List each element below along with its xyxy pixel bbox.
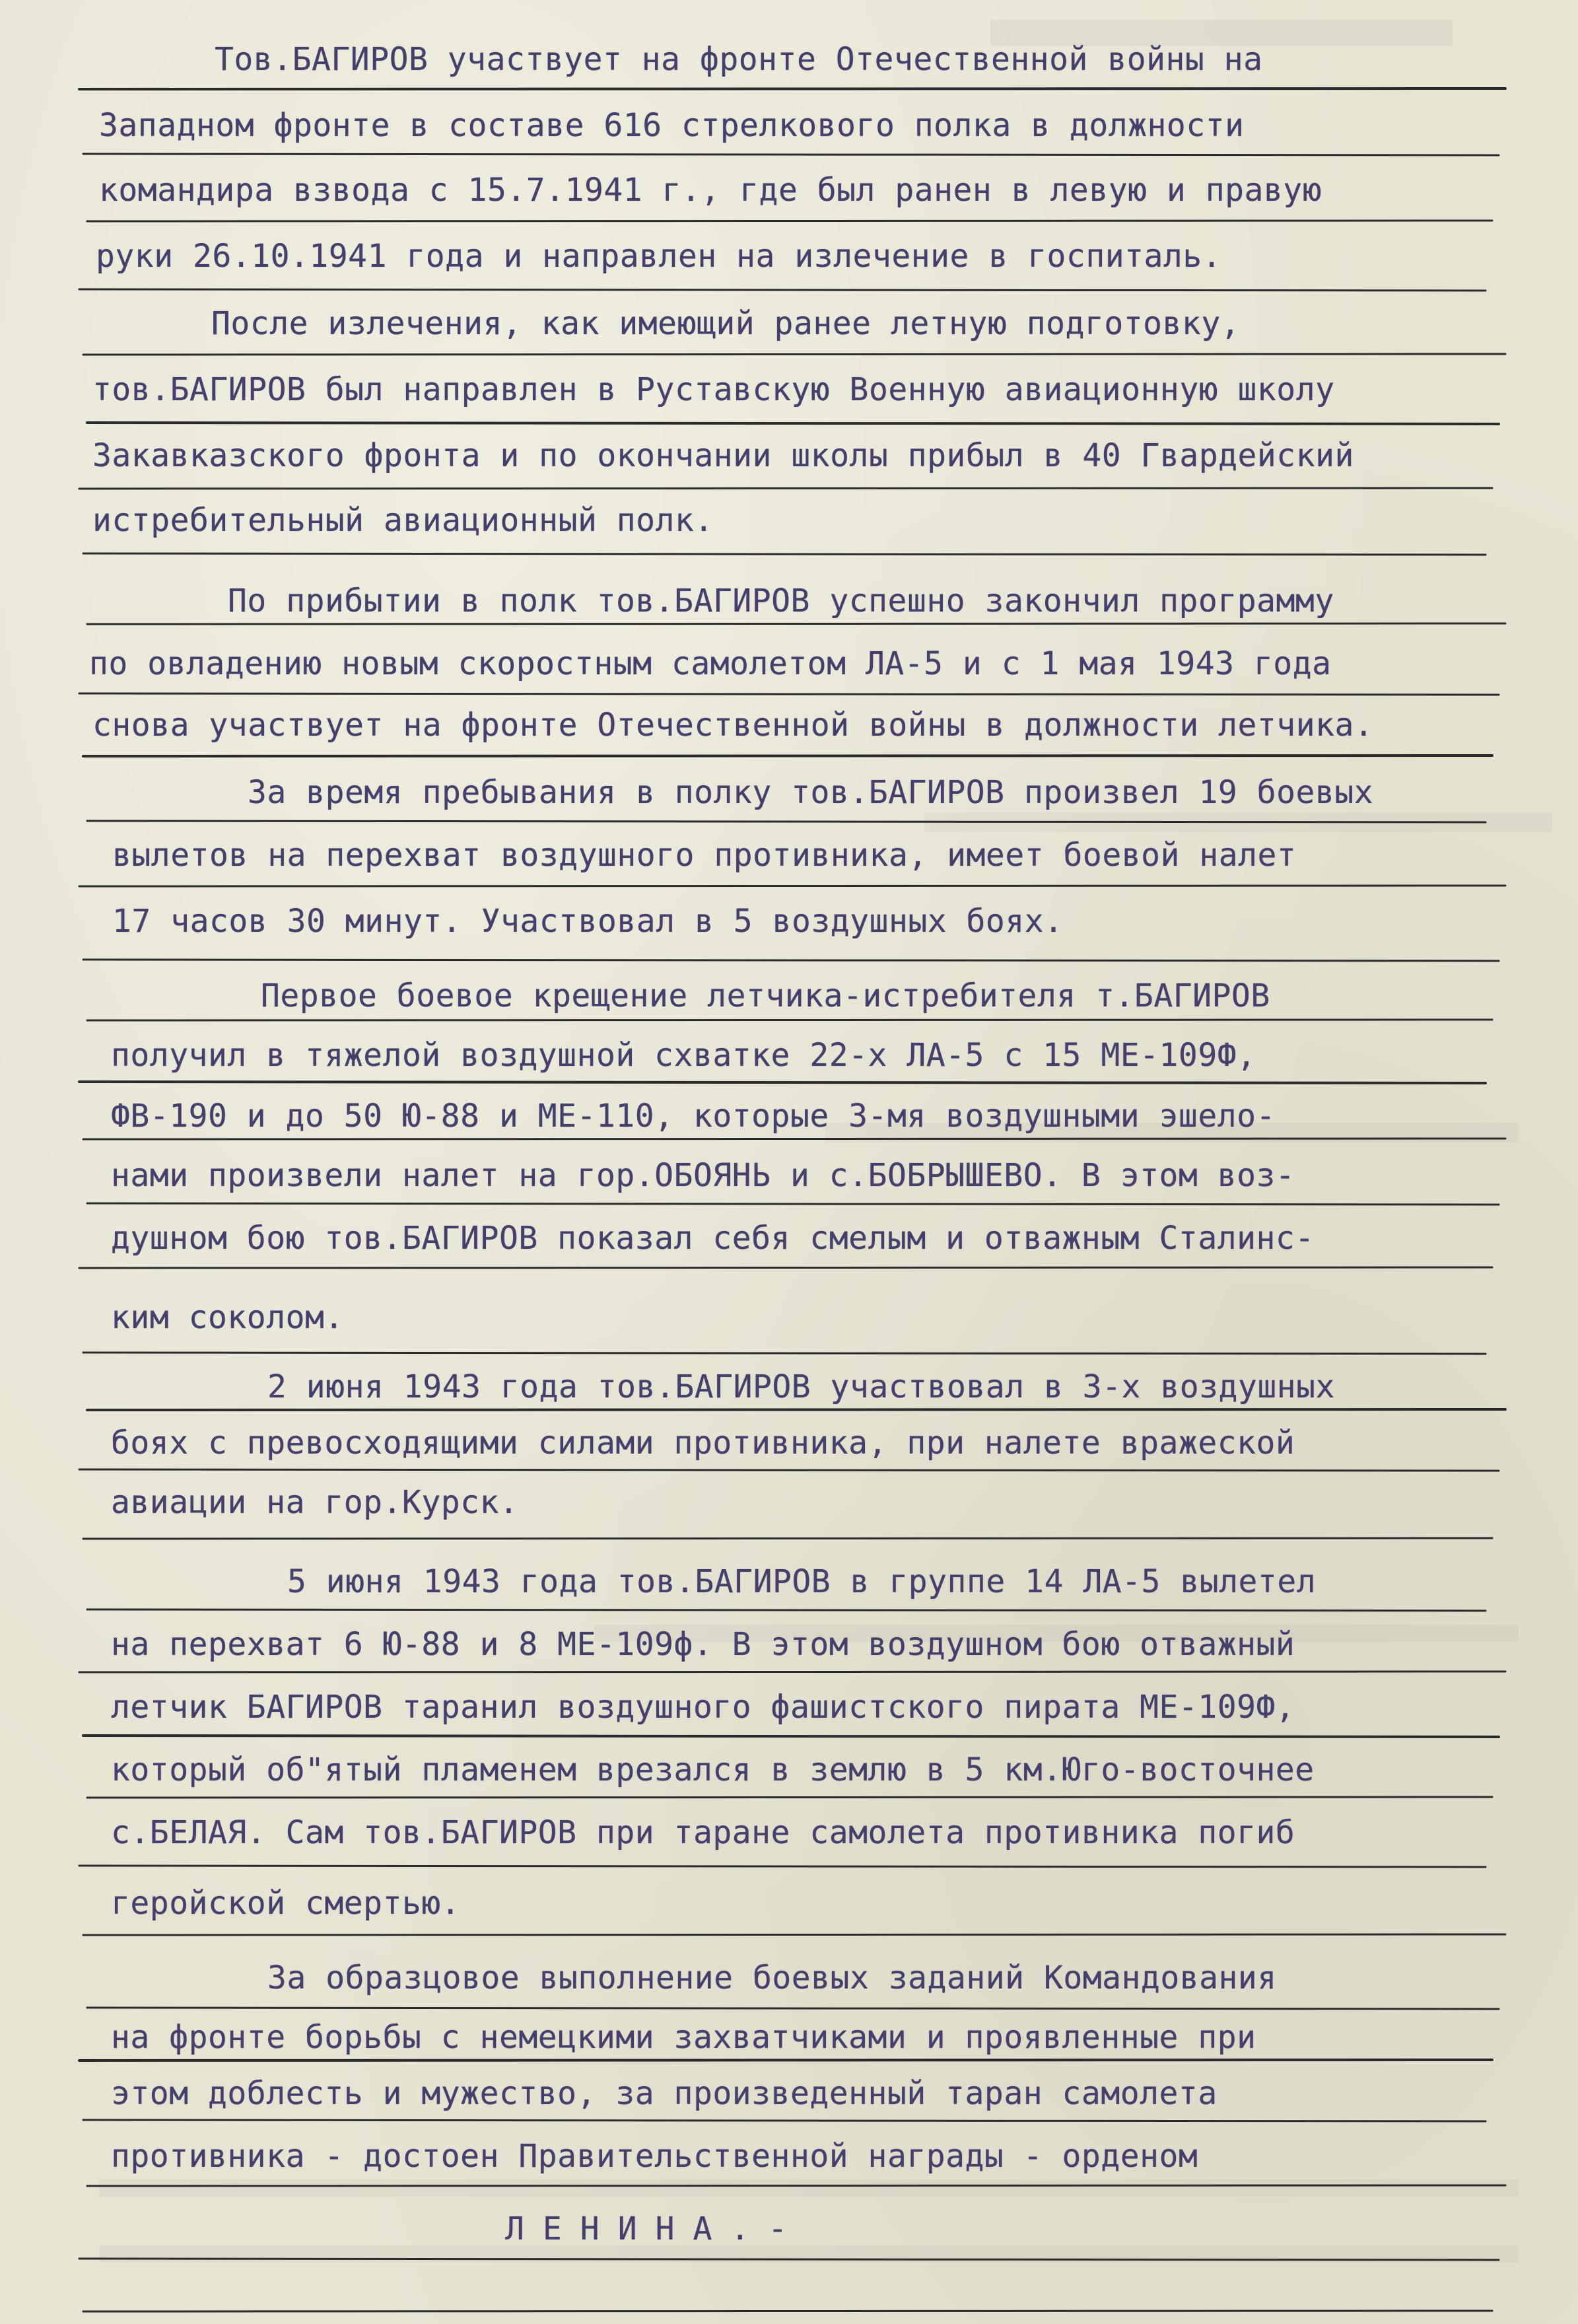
text-line: нами произвели налет на гор.ОБОЯНЬ и с.БОБРЫШЕВО. В этом воз- — [111, 1157, 1295, 1194]
text-line: ЛЕНИНА.- — [505, 2210, 806, 2247]
text-line: душном бою тов.БАГИРОВ показал себя смелым и отважным Сталинс- — [111, 1220, 1315, 1257]
ruled-line — [83, 1736, 1499, 1737]
text-line: командира взвода с 15.7.1941 г., где был ранен в левую и правую — [99, 172, 1322, 209]
ruled-line — [83, 553, 1486, 555]
ruled-line — [79, 289, 1486, 291]
ruled-line — [83, 960, 1499, 961]
text-line: вылетов на перехват воздушного противника, имеет боевой налет — [112, 837, 1297, 874]
text-line: получил в тяжелой воздушной схватке 22-х ЛА-5 с 15 МЕ-109Ф, — [111, 1037, 1256, 1074]
text-line: руки 26.10.1941 года и направлен на излечение в госпиталь. — [96, 238, 1222, 275]
ruled-line — [87, 2008, 1499, 2009]
ruled-line — [87, 821, 1486, 822]
ruled-line — [79, 1469, 1499, 1471]
text-line: Западном фронте в составе 616 стрелкового полка в должности — [99, 107, 1245, 144]
text-line: на перехват 6 Ю-88 и 8 МЕ-109ф. В этом воздушном бою отважный — [111, 1626, 1295, 1663]
ruled-line — [79, 1866, 1486, 1867]
ruled-line — [83, 1538, 1492, 1539]
ruled-line — [83, 154, 1499, 155]
text-line: снова участвует на фронте Отечественной войны в должности летчика. — [92, 707, 1374, 744]
ruled-line — [79, 693, 1499, 695]
text-line: этом доблесть и мужество, за произведенный таран самолета — [111, 2075, 1218, 2112]
text-line: с.БЕЛАЯ. Сам тов.БАГИРОВ при таране самолета противника погиб — [111, 1814, 1295, 1851]
ruled-line — [79, 488, 1492, 489]
text-line: который об"ятый пламенем врезался в землю в 5 км.Юго-восточнее — [111, 1751, 1315, 1788]
ruled-line — [87, 623, 1505, 624]
ruled-line — [83, 354, 1505, 355]
ruled-line — [87, 423, 1499, 424]
text-line: противника - достоен Правительственной награды - орденом — [111, 2138, 1198, 2175]
ruled-line — [83, 2120, 1486, 2121]
text-line: Первое боевое крещение летчика-истребителя т.БАГИРОВ — [261, 977, 1270, 1014]
ruled-line — [83, 1353, 1486, 1354]
ruled-line — [79, 1082, 1486, 1083]
text-line: Закавказского фронта и по окончании школы прибыл в 40 Гвардейский — [92, 437, 1354, 474]
text-line: геройской смертью. — [111, 1885, 461, 1922]
ruled-line — [87, 1203, 1499, 1205]
text-line: по овладению новым скоростным самолетом ЛА-5 и с 1 мая 1943 года — [89, 645, 1332, 682]
text-line: По прибытии в полк тов.БАГИРОВ успешно закончил программу — [228, 582, 1334, 619]
text-line: После излечения, как имеющий ранее летную подготовку, — [211, 305, 1241, 342]
text-line: тов.БАГИРОВ был направлен в Руставскую Военную авиационную школу — [92, 371, 1335, 408]
text-line: ФВ-190 и до 50 Ю-88 и МЕ-110, которые 3-мя воздушными эшело- — [111, 1098, 1276, 1135]
ruled-line — [87, 1409, 1505, 1410]
text-line: на фронте борьбы с немецкими захватчиками и проявленные при — [111, 2019, 1256, 2056]
text-line: летчик БАГИРОВ таранил воздушного фашистского пирата МЕ-109Ф, — [111, 1689, 1295, 1726]
text-line: Тов.БАГИРОВ участвует на фронте Отечественной войны на — [215, 41, 1263, 78]
text-line: ким соколом. — [111, 1299, 344, 1336]
ruled-line — [79, 2259, 1499, 2260]
text-line: За время пребывания в полку тов.БАГИРОВ произвел 19 боевых — [248, 774, 1374, 811]
text-line: За образцовое выполнение боевых заданий Командования — [267, 1959, 1277, 1996]
ruled-line — [83, 1934, 1505, 1935]
text-line: 2 июня 1943 года тов.БАГИРОВ участвовал в 3-х воздушных — [267, 1368, 1335, 1405]
text-line: авиации на гор.Курск. — [111, 1484, 519, 1521]
text-line: 17 часов 30 минут. Участвовал в 5 воздушных боях. — [112, 903, 1064, 940]
text-line: истребительный авиационный полк. — [92, 502, 714, 539]
ruled-line — [79, 88, 1505, 89]
ruled-line — [87, 1609, 1486, 1611]
text-line: 5 июня 1943 года тов.БАГИРОВ в группе 14 ЛА-5 вылетел — [287, 1563, 1317, 1600]
ruled-line — [79, 1267, 1492, 1268]
ruled-line — [87, 1797, 1492, 1798]
ruled-line — [87, 2185, 1505, 2186]
text-line: боях с превосходящими силами противника, при налете вражеской — [111, 1425, 1295, 1461]
